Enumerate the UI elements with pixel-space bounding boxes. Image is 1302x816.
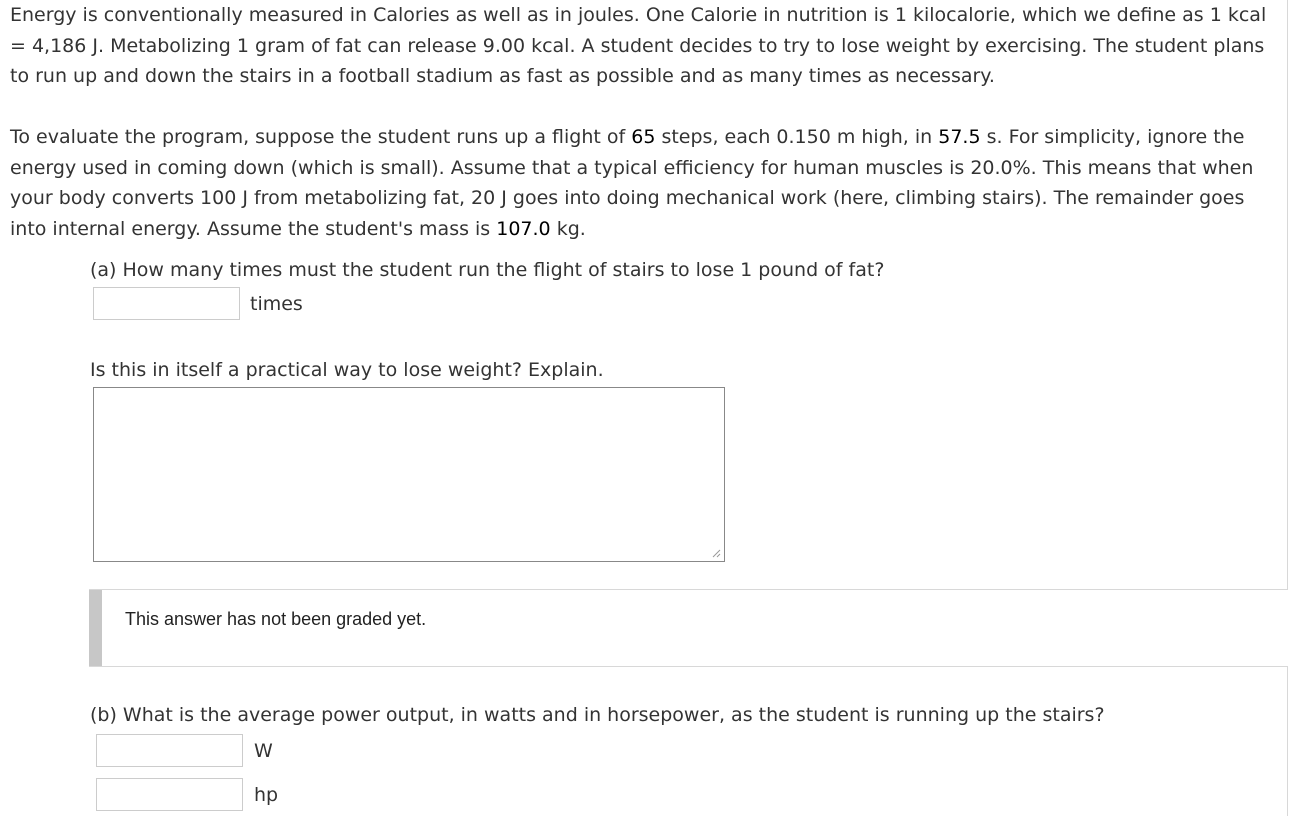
setup-text-1: To evaluate the program, suppose the student runs up a flight of: [10, 126, 632, 148]
time-value: 57.5: [938, 126, 981, 148]
part-a-answer-input[interactable]: [93, 287, 240, 320]
part-b-hp-unit: hp: [254, 784, 279, 806]
part-b-question: (b) What is the average power output, in watts and in horsepower, as the student is running up the stairs?: [90, 704, 1105, 726]
steps-value: 65: [631, 126, 656, 148]
part-a-question: (a) How many times must the student run the flight of stairs to lose 1 pound of fat?: [90, 259, 885, 281]
setup-paragraph: [10, 122, 1280, 244]
page-right-border: [1287, 0, 1288, 816]
grading-status-box: [89, 589, 1288, 667]
part-b-watts-input[interactable]: [96, 734, 243, 767]
part-b-watts-unit: W: [254, 740, 273, 762]
intro-paragraph: Energy is conventionally measured in Calories as well as in joules. One Calorie in nutrition is 1 kilocalorie, which we define as 1 kcal = 4,186 J. Metabolizing 1 gram of fat can release 9.00 kcal. A student decides to try to lose weight by exercising. The student plans to run up and down the stairs in a football stadium as fast as possible and as many times as necessary.: [10, 4, 1267, 88]
grading-status-text: This answer has not been graded yet.: [125, 609, 427, 629]
mass-value: 107.0: [496, 217, 551, 240]
grading-status-bar: [89, 590, 102, 666]
setup-text-3: s. For simplicity, ignore the energy used in coming down (which is small). Assume that a typical efficiency for human muscles is 20.0%. This means that when your body converts 100 J from metabolizing fat, 20 J goes into doing mechanical work (here, climbing stairs). The remainder goes into internal energy. Assume the student's mass is: [10, 126, 1254, 240]
part-a-unit: times: [250, 293, 303, 315]
part-b-hp-input[interactable]: [96, 778, 243, 811]
resize-grip-icon[interactable]: [711, 548, 721, 558]
setup-text-4: kg.: [550, 217, 586, 240]
explain-answer-textarea[interactable]: [93, 387, 725, 562]
setup-text-2: steps, each 0.150 m high, in: [655, 126, 939, 148]
explain-question: Is this in itself a practical way to lose weight? Explain.: [90, 359, 604, 381]
